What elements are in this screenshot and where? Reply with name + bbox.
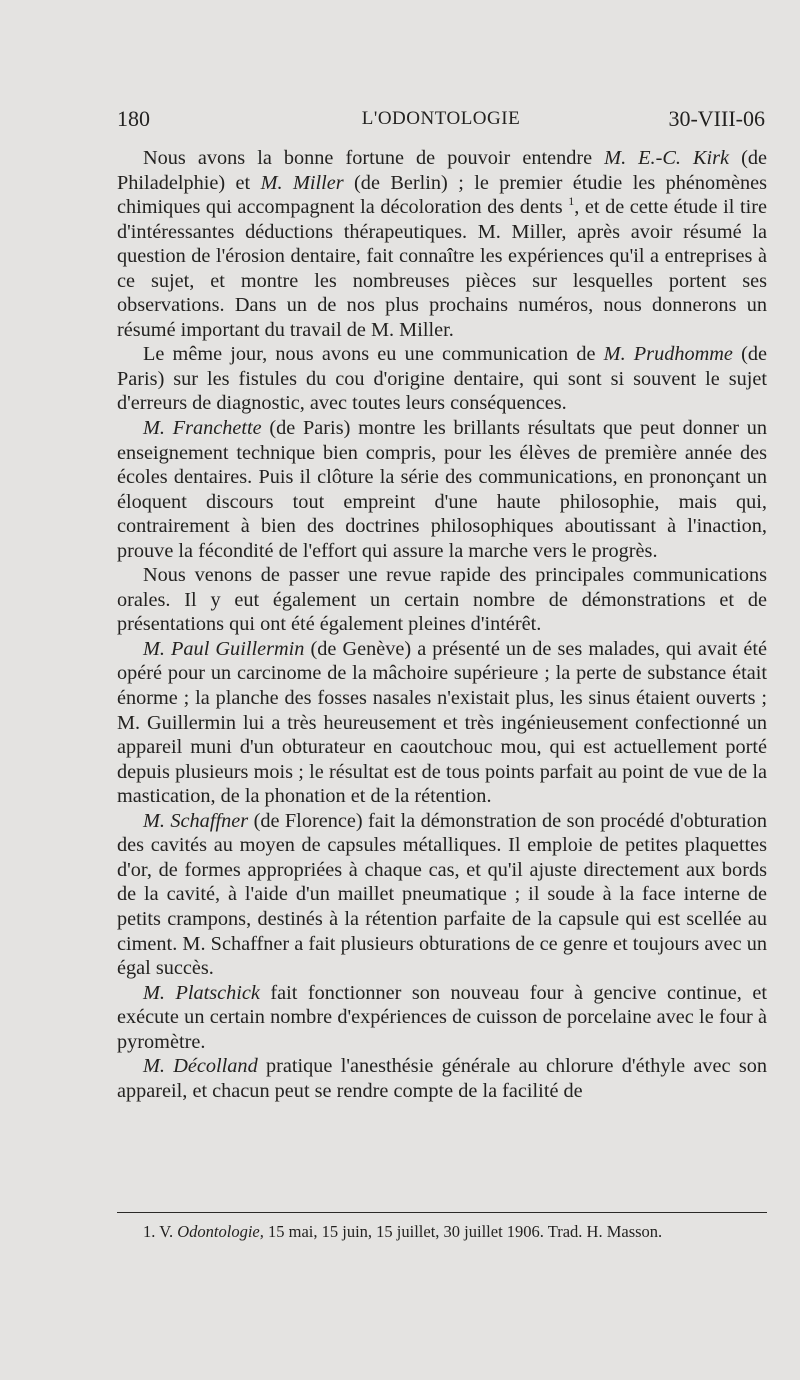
text-run: (de Genève) a présenté un de ses malades, qui avait été opéré pour un carcinome de la mâchoire supérieure ; la perte de substance était énorme ; la planche des fosses nasales n'existait plus, les sinus étaient ouverts ; M. Guillermin lui a très heureusement et très ingénieusement confectionné un appareil muni d'un obturateur en caoutchouc mou, qui est actuellement porté depuis plusieurs mois ; le résultat est de tous points parfait au point de vue de la mastication, de la phonation et de la rétention. [117, 637, 768, 808]
text-run: (de Berlin) ; le premier étudie les phénomènes chimiques qui accompagnent la décoloration des dents [117, 171, 768, 219]
text-run: Nous venons de passer une revue rapide des principales communications orales. Il y eut également un certain nombre de démonstrations et de présentations qui ont été également pleines d'intérêt. [117, 564, 767, 636]
text-run: pratique l'anesthésie générale au chlorure d'éthyle avec son appareil, et chacun peut se rendre compte de la facilité de [117, 1055, 767, 1102]
person-name: M. E.-C. Kirk [604, 147, 730, 169]
issue-date: 30-VIII-06 [668, 106, 765, 131]
text-run: Nous avons la bonne fortune de pouvoir entendre [143, 147, 605, 169]
footnote-number: 1. V. [143, 1222, 178, 1241]
text-run: , et de cette étude il tire d'intéressantes déductions thérapeutiques. M. Miller, après avoir résumé la question de l'érosion dentaire, fait connaître les expériences qu'il a entreprises à ce sujet, et montre les nombreuses pièces sur lesquelles portent ses observations. Dans un de nos plus prochains numéros, nous donnerons un résumé important du travail de M. Miller. [117, 196, 767, 341]
person-name: M. Décolland [143, 1055, 258, 1078]
person-name: M. Miller [260, 171, 344, 194]
page-number: 180 [117, 106, 150, 131]
paragraph [117, 563, 767, 637]
paragraph [117, 146, 767, 342]
paragraph [117, 342, 767, 416]
paragraph [117, 809, 767, 981]
footnote-rule [117, 1212, 767, 1213]
person-name: M. Prudhomme [603, 343, 733, 366]
paragraph [117, 416, 767, 563]
running-header [117, 106, 765, 136]
journal-title: L'ODONTOLOGIE [361, 108, 521, 129]
person-name: M. Platschick [143, 981, 260, 1004]
text-run: (de Florence) fait la démonstration de son procédé d'obturation des cavités au moyen de capsules métalliques. Il emploie de petites plaquettes d'or, de formes appropriées à chaque cas, et qu'il ajuste directement aux bords de la cavité, à l'aide d'un maillet pneumatique ; il soude à la face interne de petits crampons, destinés à la rétention parfaite de la capsule qui est scellée au ciment. M. Schaffner a fait plusieurs obturations de ce genre et toujours avec un égal succès. [117, 809, 768, 980]
paragraph [117, 637, 767, 809]
text-run: fait fonctionner son nouveau four à gencive continue, et exécute un certain nombre d'expériences de cuisson de porcelaine avec le four à pyromètre. [117, 981, 767, 1053]
paragraph [117, 1054, 767, 1103]
person-name: M. Schaffner [143, 809, 249, 832]
body-text [117, 146, 767, 1103]
footnote-ref: 1 [568, 194, 575, 209]
person-name: M. Franchette [143, 417, 262, 440]
paragraph [117, 981, 767, 1055]
text-run: (de Paris) montre les brillants résultats que peut donner un enseignement technique bien compris, pour les élèves de première année des écoles dentaires. Puis il clôture la série des communications, en prononçant un éloquent discours tout empreint d'une haute philosophie, mais qui, contrairement à bien des doctrines philosophiques aboutissant à l'inaction, prouve la fécondité de l'effort qui assure la marche vers le progrès. [117, 417, 767, 562]
footnote-journal: Odontologie, [177, 1222, 264, 1241]
text-run: (de Paris) sur les fistules du cou d'origine dentaire, qui sont si souvent le sujet d'erreurs de diagnostic, avec toutes leurs conséquences. [117, 343, 767, 415]
footnote [143, 1222, 773, 1242]
person-name: M. Paul Guillermin [143, 637, 305, 660]
text-run: (de Philadelphie) et [117, 147, 767, 194]
text-run: Le même jour, nous avons eu une communication de [143, 343, 604, 366]
footnote-text: 15 mai, 15 juin, 15 juillet, 30 juillet 1906. Trad. H. Masson. [263, 1222, 663, 1241]
